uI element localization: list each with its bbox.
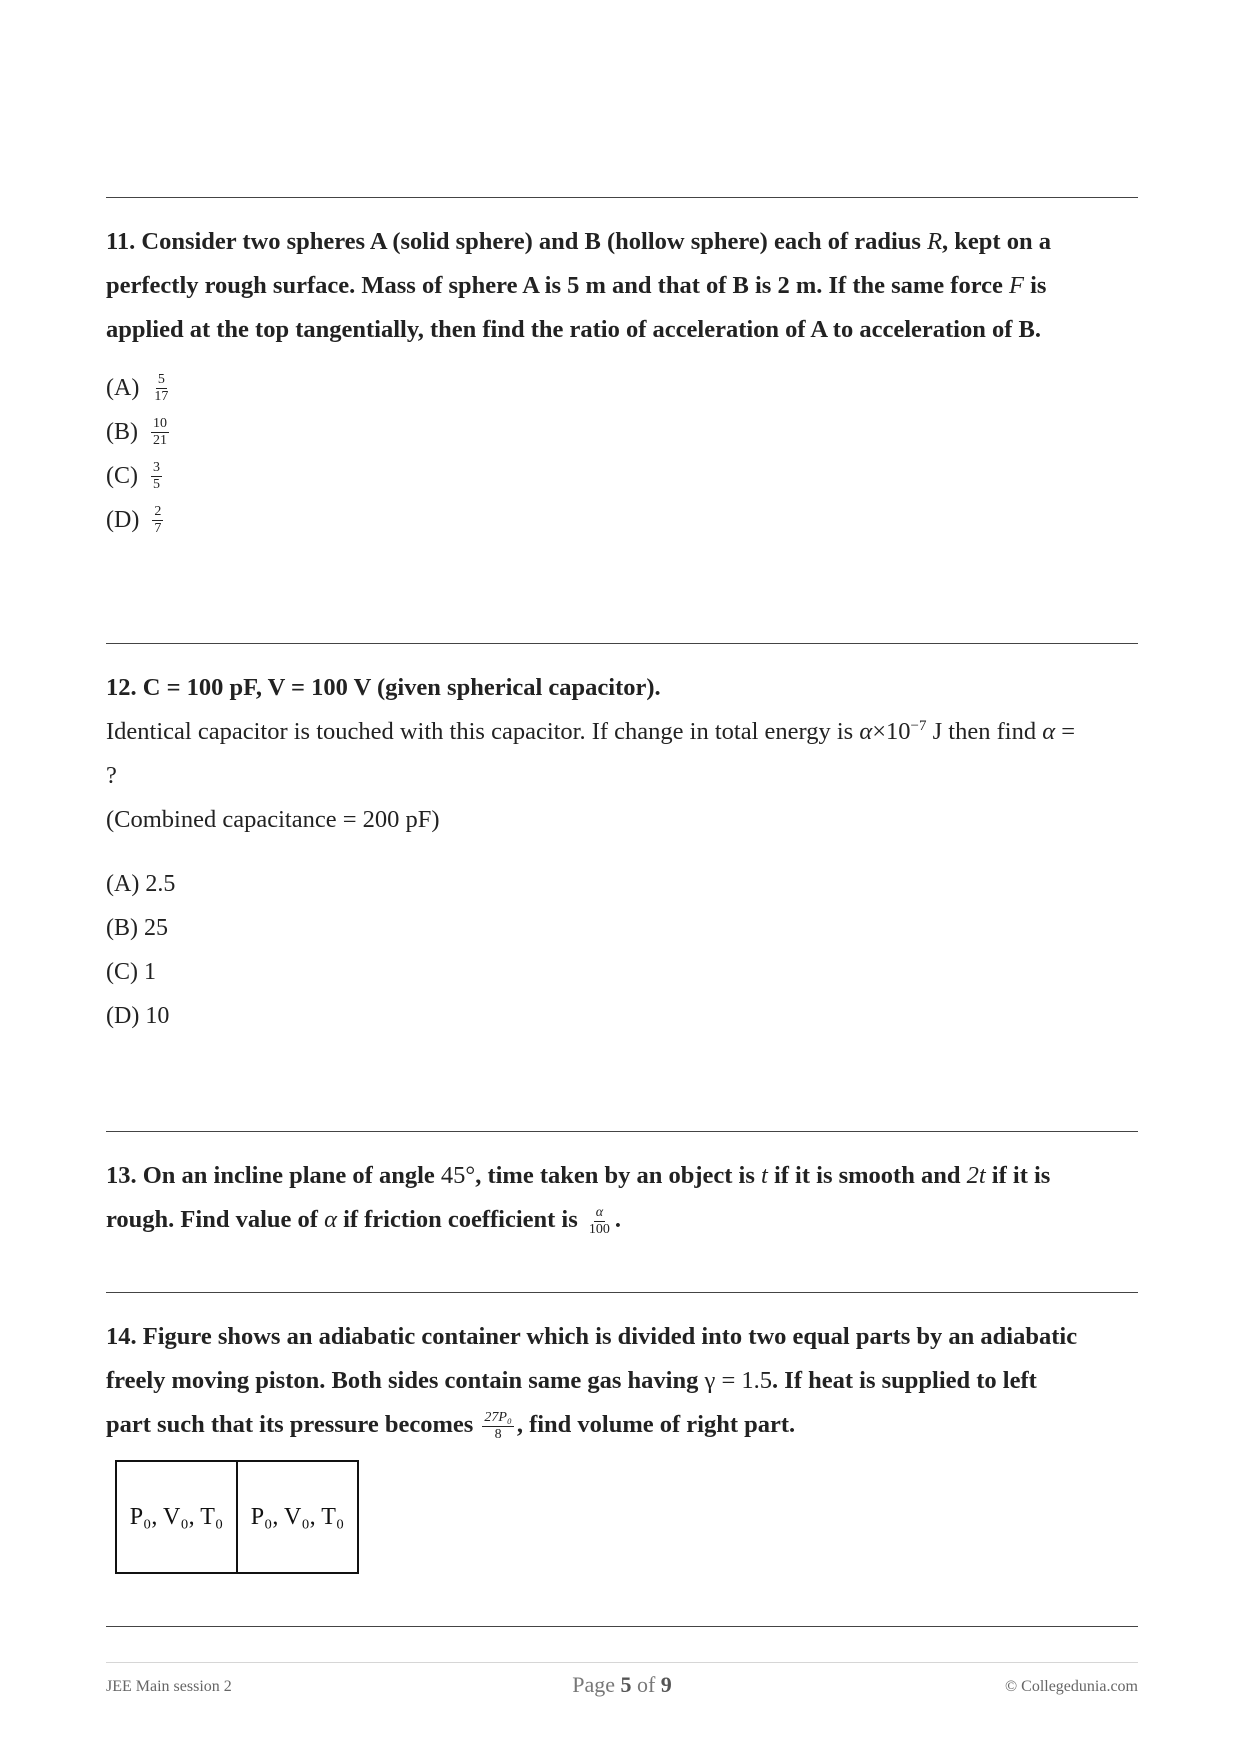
q11-option-d: (D) $\frac{2}{7}$ xyxy=(106,503,162,536)
fraction: $\frac{10}{21}$ xyxy=(153,415,167,448)
q12-line-2: ? xyxy=(106,762,117,789)
q11-line-2: perfectly rough surface. Mass of sphere A is 5 m and that of B is 2 m. If the same force F is xyxy=(106,272,1047,299)
copyright: © Collegedunia.com xyxy=(1004,1678,1138,1695)
q14-line-2: freely moving piston. Both sides contain same gas having γ = 1.5. If heat is supplied to left xyxy=(106,1367,1037,1394)
q12-option-d: (D) 10 xyxy=(106,1003,170,1029)
fraction: $\frac{\text{27P₀}}{8}$ xyxy=(484,1409,512,1442)
question-12 xyxy=(106,666,1146,1038)
question-11 xyxy=(106,220,1146,542)
q13-line-2: rough. Find value of α if friction coefficient is $\frac{\alpha}{100}$ . xyxy=(106,1204,622,1237)
q12-line-3: (Combined capacitance = 200 pF) xyxy=(106,806,440,833)
q12-option-c: (C) 1 xyxy=(106,959,156,985)
question-13 xyxy=(106,1154,1146,1242)
fraction: $\frac{5}{17}$ xyxy=(154,371,169,404)
q12-title: 12. C = 100 pF, V = 100 V (given spherical capacitor). xyxy=(106,674,661,701)
fraction: $\frac{2}{7}$ xyxy=(154,503,162,536)
q13-line-1: 13. On an incline plane of angle 45°, time taken by an object is t if it is smooth and 2t if it is xyxy=(106,1162,1051,1189)
divider-q14 xyxy=(106,1292,1138,1293)
q11-option-b: (B) $\frac{10}{21}$ xyxy=(106,415,167,448)
q12-option-b: (B) 25 xyxy=(106,915,168,941)
q11-line-1: 11. Consider two spheres A (solid sphere) and B (hollow sphere) each of radius R, kept on a xyxy=(106,228,1051,255)
right-chamber: P₀, V₀, T₀ xyxy=(236,1462,357,1572)
divider-q13 xyxy=(106,1131,1138,1132)
exam-name: JEE Main session 2 xyxy=(106,1678,232,1695)
left-chamber: P₀, V₀, T₀ xyxy=(129,1503,224,1530)
q12-option-a: (A) 2.5 xyxy=(106,871,176,897)
page-footer xyxy=(106,1672,1138,1702)
q11-option-a: (A) $\frac{5}{17}$ xyxy=(106,371,169,404)
q11-line-3: applied at the top tangentially, then find the ratio of acceleration of A to acceleration of B. xyxy=(106,316,1041,343)
q11-option-c: (C) $\frac{3}{5}$ xyxy=(106,459,160,492)
q14-line-3: part such that its pressure becomes $\frac{\text{27P₀}}{8}$ , find volume of right part. xyxy=(106,1409,796,1442)
q12-line-1: Identical capacitor is touched with this capacitor. If change in total energy is $\alpha\times 10^{-7}$ J then find α = xyxy=(106,717,1076,745)
q11-options xyxy=(106,366,1146,542)
fraction: $\frac{3}{5}$ xyxy=(153,459,160,492)
divider-top xyxy=(106,197,1138,198)
footer-divider xyxy=(106,1662,1138,1663)
divider-q12 xyxy=(106,643,1138,644)
adiabatic-container-figure xyxy=(115,1460,359,1574)
q14-line-1: 14. Figure shows an adiabatic container which is divided into two equal parts by an adiabatic xyxy=(106,1323,1078,1350)
divider-bottom xyxy=(106,1626,1138,1627)
fraction: $\frac{\alpha}{100}$ xyxy=(588,1204,610,1237)
q12-options xyxy=(106,862,1146,1038)
question-14 xyxy=(106,1315,1146,1447)
page-number: Page 5 of 9 xyxy=(572,1672,672,1697)
